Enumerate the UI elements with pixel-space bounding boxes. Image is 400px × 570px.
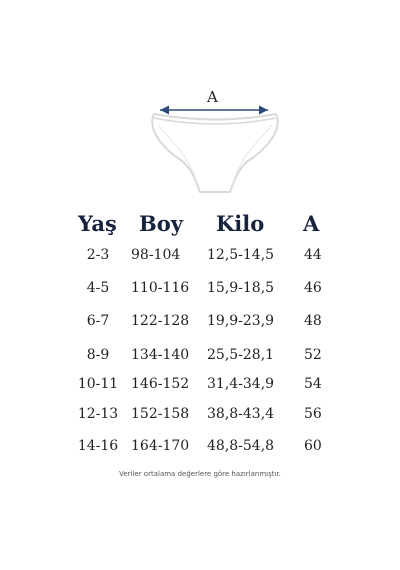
cell-a: 56	[304, 406, 322, 422]
header-kilo: Kilo	[216, 211, 265, 236]
table-row	[0, 247, 400, 267]
header-a: A	[303, 211, 320, 236]
cell-boy: 110-116	[131, 280, 190, 296]
footnote: Veriler ortalama değerlere göre hazırlanmıştır.	[119, 470, 281, 478]
table-row	[0, 347, 400, 367]
header-boy: Boy	[139, 211, 183, 236]
table-row	[0, 438, 400, 458]
table-row	[0, 313, 400, 333]
cell-yas: 4-5	[86, 280, 110, 296]
cell-kilo: 12,5-14,5	[207, 247, 275, 263]
table-row	[0, 406, 400, 426]
cell-yas: 6-7	[86, 313, 110, 329]
cell-a: 44	[304, 247, 322, 263]
cell-boy: 134-140	[131, 347, 190, 363]
cell-boy: 164-170	[131, 438, 190, 454]
cell-a: 46	[304, 280, 322, 296]
cell-yas: 2-3	[86, 247, 110, 263]
cell-boy: 146-152	[131, 376, 190, 392]
cell-yas: 8-9	[86, 347, 110, 363]
cell-yas: 14-16	[77, 438, 119, 454]
cell-kilo: 15,9-18,5	[207, 280, 275, 296]
cell-a: 54	[304, 376, 322, 392]
cell-kilo: 25,5-28,1	[207, 347, 275, 363]
cell-kilo: 31,4-34,9	[207, 376, 275, 392]
table-row	[0, 376, 400, 396]
cell-a: 60	[304, 438, 322, 454]
cell-boy: 122-128	[131, 313, 190, 329]
cell-boy: 152-158	[131, 406, 190, 422]
cell-a: 52	[304, 347, 322, 363]
cell-kilo: 19,9-23,9	[207, 313, 275, 329]
cell-yas: 12-13	[77, 406, 119, 422]
table-row	[0, 280, 400, 300]
cell-kilo: 48,8-54,8	[207, 438, 275, 454]
cell-a: 48	[304, 313, 322, 329]
header-yas: Yaş	[78, 211, 117, 236]
cell-yas: 10-11	[77, 376, 119, 392]
width-label: A	[207, 88, 218, 106]
cell-kilo: 38,8-43,4	[207, 406, 275, 422]
cell-boy: 98-104	[131, 247, 181, 263]
